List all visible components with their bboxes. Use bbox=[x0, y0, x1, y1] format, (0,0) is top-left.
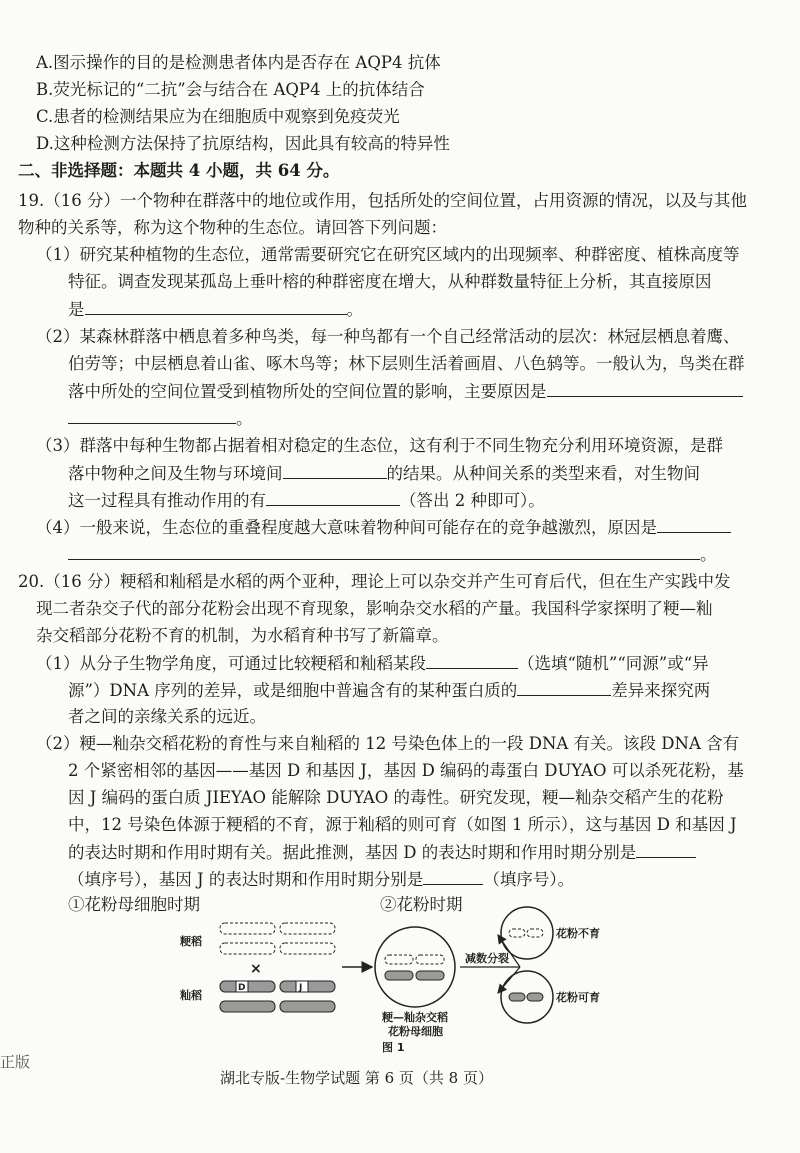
q20-part1-lead-a: （1）从分子生物学角度，可通过比较粳稻和籼稻某段 bbox=[36, 654, 426, 673]
q20-part1-line2 bbox=[68, 679, 710, 702]
fertile-pollen-cell bbox=[501, 971, 553, 1023]
q19-part2-line2: 伯劳等；中层栖息着山雀、啄木鸟等；林下层则生活着画眉、八色鸫等。一般认为，鸟类在群 bbox=[68, 354, 745, 373]
q20-part1-line1 bbox=[36, 652, 709, 675]
q20-intro-line1: 20.（16 分）粳稻和籼稻是水稻的两个亚种，理论上可以杂交并产生可育后代，但在生产实践中发 bbox=[18, 572, 731, 591]
q19-part2-end: 。 bbox=[236, 409, 253, 428]
q20-part2-line1: （2）粳—籼杂交稻花粉的育性与来自籼稻的 12 号染色体上的一段 DNA 有关。该段 DNA 含有 bbox=[36, 734, 740, 753]
q20-part2-answer-blank-b[interactable] bbox=[423, 868, 483, 885]
q19-part4-answer-blank-a[interactable] bbox=[657, 516, 731, 533]
q19-part1-line3 bbox=[68, 298, 363, 321]
margin-fragment: 正版 bbox=[0, 1053, 31, 1071]
q20-part2-lead-b: （填序号），基因 J 的表达时期和作用时期分别是 bbox=[68, 870, 424, 889]
q20-part1-mid-b: 差异来探究两 bbox=[611, 681, 711, 700]
indica-label: 籼稻 bbox=[180, 989, 202, 1002]
q19-part3-answer-blank-b[interactable] bbox=[266, 489, 400, 506]
fertile-label: 花粉可育 bbox=[556, 991, 600, 1004]
japonica-chromosome-pair bbox=[220, 923, 335, 954]
q20-part2-line4: 中，12 号染色体源于粳稻的不育，源于籼稻的则可育（如图 1 所示），这与基因 D 和基因 J bbox=[68, 815, 737, 834]
q20-part1-line3: 者之间的亲缘关系的远近。 bbox=[68, 707, 266, 726]
q19-part3-line2 bbox=[68, 462, 700, 485]
q20-part2-line5 bbox=[68, 841, 696, 864]
q19-part2-lead: 落中所处的空间位置受到植物所处的空间位置的影响，主要原因是 bbox=[68, 382, 547, 401]
q19-intro-line2: 物种的关系等，称为这个物种的生态位。请回答下列问题： bbox=[18, 218, 447, 237]
q20-part1-answer-blank-b[interactable] bbox=[517, 679, 611, 696]
figure-1-diagram bbox=[170, 905, 610, 1055]
q20-part1-mid-a: （选填“随机”“同源”或“异 bbox=[518, 654, 709, 673]
q19-part2-answer-blank-a[interactable] bbox=[547, 380, 743, 397]
q19-part2-line1: （2）某森林群落中栖息着多种鸟类，每一种鸟都有一个自己经常活动的层次：林冠层栖息着鹰、 bbox=[36, 327, 740, 346]
q20-part2-answer-blank-a[interactable] bbox=[636, 841, 696, 858]
gene-j-label: J bbox=[299, 983, 303, 993]
q19-part3-end: （答出 2 种即可）。 bbox=[400, 491, 545, 510]
sterile-pollen-cell bbox=[501, 907, 553, 959]
mother-cell-caption-line1: 粳—籼杂交稻 bbox=[382, 1011, 448, 1024]
japonica-label: 粳稻 bbox=[180, 935, 202, 948]
q20-intro-line2: 现二者杂交子代的部分花粉会出现不育现象，影响杂交水稻的产量。我国科学家探明了粳—籼 bbox=[36, 599, 713, 618]
q19-part3-lead-b: 这一过程具有推动作用的有 bbox=[68, 491, 266, 510]
q20-part1-answer-blank-a[interactable] bbox=[426, 652, 518, 669]
arrow-to-fertile bbox=[498, 967, 520, 993]
q19-part1-lead: 是 bbox=[68, 300, 85, 319]
q19-part2-line4 bbox=[68, 407, 253, 430]
option-d: D.这种检测方法保持了抗原结构，因此具有较高的特异性 bbox=[36, 134, 450, 153]
q19-part4-line1 bbox=[36, 516, 731, 539]
q20-part2-line6 bbox=[68, 868, 574, 891]
mother-cell-caption-line2: 花粉母细胞 bbox=[388, 1025, 443, 1038]
sterile-label: 花粉不育 bbox=[556, 927, 600, 940]
q19-part4-line2 bbox=[68, 543, 717, 566]
meiosis-label: 减数分裂 bbox=[465, 952, 509, 965]
q20-part2-line2: 2 个紧密相邻的基因——基因 D 和基因 J，基因 D 编码的毒蛋白 DUYAO 可以杀死花粉，基 bbox=[68, 761, 744, 780]
option-a: A.图示操作的目的是检测患者体内是否存在 AQP4 抗体 bbox=[36, 53, 441, 72]
q19-part4-end: 。 bbox=[700, 545, 717, 564]
figure-caption: 图 1 bbox=[382, 1041, 405, 1054]
q19-part3-answer-blank-a[interactable] bbox=[283, 462, 387, 479]
q20-part1-lead-b: 源”）DNA 序列的差异，或是细胞中普遍含有的某种蛋白质的 bbox=[68, 681, 518, 700]
q20-option-1: ①花粉母细胞时期 bbox=[68, 895, 200, 914]
q19-part4-answer-blank-b[interactable] bbox=[68, 543, 700, 560]
option-c: C.患者的检测结果应为在细胞质中观察到免疫荧光 bbox=[36, 107, 400, 126]
cross-symbol: × bbox=[250, 961, 262, 977]
q19-part2-answer-blank-b[interactable] bbox=[68, 407, 236, 424]
pollen-mother-cell bbox=[375, 927, 455, 1007]
q19-part3-line1: （3）群落中每种生物都占据着相对稳定的生态位，这有利于不同生物充分利用环境资源，是群 bbox=[36, 436, 723, 455]
q19-part3-mid: 的结果。从种间关系的类型来看，对生物间 bbox=[386, 464, 700, 483]
gene-d-label: D bbox=[238, 983, 246, 993]
q20-part2-line3: 因 J 编码的蛋白质 JIEYAO 能解除 DUYAO 的毒性。研究发现，粳—籼杂交稻产生的花粉 bbox=[68, 788, 724, 807]
q19-part1-line2: 特征。调查发现某孤岛上垂叶榕的种群密度在增大，从种群数量特征上分析，其直接原因 bbox=[68, 272, 712, 291]
q19-part1-line1: （1）研究某种植物的生态位，通常需要研究它在研究区域内的出现频率、种群密度、植株高度等 bbox=[36, 245, 740, 264]
q19-intro-line1: 19.（16 分）一个物种在群落中的地位或作用，包括所处的空间位置，占用资源的情况，以及与其他 bbox=[18, 191, 747, 210]
q19-part1-answer-blank[interactable] bbox=[85, 298, 347, 315]
q19-part3-lead-a: 落中物种之间及生物与环境间 bbox=[68, 464, 283, 483]
option-b: B.荧光标记的“二抗”会与结合在 AQP4 上的抗体结合 bbox=[36, 80, 425, 99]
q19-part4-lead: （4）一般来说，生态位的重叠程度越大意味着物种间可能存在的竞争越激烈，原因是 bbox=[36, 518, 657, 537]
q20-part2-lead-a: 的表达时期和作用时期有关。据此推测，基因 D 的表达时期和作用时期分别是 bbox=[68, 843, 637, 862]
section-heading: 二、非选择题：本题共 4 小题，共 64 分。 bbox=[18, 161, 340, 180]
page-footer: 湖北专版-生物学试题 第 6 页（共 8 页） bbox=[220, 1069, 493, 1087]
q19-part3-line3 bbox=[68, 489, 545, 512]
q20-intro-line3: 杂交稻部分花粉不育的机制，为水稻育种书写了新篇章。 bbox=[36, 626, 449, 645]
q19-part2-line3 bbox=[68, 380, 743, 403]
q20-option-2: ②花粉时期 bbox=[380, 895, 463, 914]
q19-part1-end: 。 bbox=[346, 300, 363, 319]
q20-part2-end: （填序号）。 bbox=[483, 870, 575, 889]
